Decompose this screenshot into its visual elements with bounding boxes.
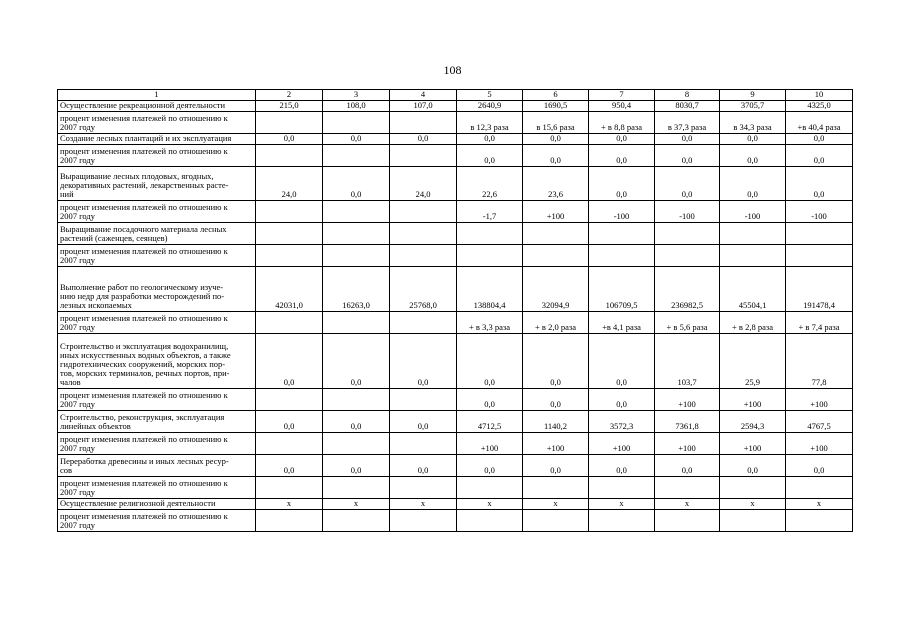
table-cell: 4325,0: [786, 101, 853, 112]
table-cell: 42031,0: [256, 267, 323, 312]
table-cell: 236982,5: [655, 267, 720, 312]
table-cell: 0,0: [457, 455, 523, 477]
table-cell: [323, 245, 390, 267]
table-cell: [457, 223, 523, 245]
table-cell: х: [589, 499, 655, 510]
table-row: [58, 433, 853, 455]
column-header: 5: [457, 90, 523, 101]
row-label: Выполнение работ по геологическому изуче- нию недр для разработки месторождений по- лезных ископаемых: [58, 267, 256, 312]
table-cell: +100: [523, 201, 589, 223]
table-cell: [786, 477, 853, 499]
table-cell: [390, 433, 457, 455]
table-cell: [323, 145, 390, 167]
table-cell: 16263,0: [323, 267, 390, 312]
table-cell: 8030,7: [655, 101, 720, 112]
table-row: [58, 112, 853, 134]
table-cell: 7361,8: [655, 411, 720, 433]
table-row: [58, 411, 853, 433]
table-cell: + в 8,8 раза: [589, 112, 655, 134]
table-cell: [589, 245, 655, 267]
table-cell: -1,7: [457, 201, 523, 223]
table-cell: [256, 477, 323, 499]
table-cell: + в 3,3 раза: [457, 312, 523, 334]
table-cell: +100: [589, 433, 655, 455]
table-cell: [720, 510, 786, 532]
table-cell: 103,7: [655, 334, 720, 389]
table-cell: х: [323, 499, 390, 510]
table-cell: 0,0: [786, 134, 853, 145]
table-cell: 0,0: [256, 455, 323, 477]
table-cell: +100: [523, 433, 589, 455]
table-row: [58, 334, 853, 389]
table-cell: 23,6: [523, 167, 589, 201]
table-cell: 106709,5: [589, 267, 655, 312]
table-cell: 0,0: [589, 455, 655, 477]
table-cell: 0,0: [323, 334, 390, 389]
table-cell: 0,0: [786, 455, 853, 477]
table-cell: [457, 510, 523, 532]
table-cell: 0,0: [720, 167, 786, 201]
table-cell: [720, 223, 786, 245]
table-cell: 1140,2: [523, 411, 589, 433]
table-row: [58, 499, 853, 510]
table-cell: 0,0: [786, 145, 853, 167]
row-label: Строительство, реконструкция, эксплуатация линейных объектов: [58, 411, 256, 433]
table-cell: 0,0: [323, 455, 390, 477]
table-cell: +100: [786, 389, 853, 411]
table-row: [58, 267, 853, 312]
table-cell: [256, 389, 323, 411]
row-label: Переработка древесины и иных лесных ресур- сов: [58, 455, 256, 477]
column-header: 9: [720, 90, 786, 101]
table-cell: [390, 389, 457, 411]
table-cell: 2640,9: [457, 101, 523, 112]
table-cell: [390, 312, 457, 334]
table-cell: [786, 223, 853, 245]
row-label: процент изменения платежей по отношению к 2007 году: [58, 245, 256, 267]
table-cell: [323, 510, 390, 532]
table-cell: 0,0: [390, 455, 457, 477]
table-cell: [256, 433, 323, 455]
table-row: [58, 510, 853, 532]
table-cell: +100: [720, 433, 786, 455]
table-cell: х: [655, 499, 720, 510]
table-cell: 0,0: [457, 334, 523, 389]
table-cell: [256, 223, 323, 245]
column-header: 2: [256, 90, 323, 101]
table-cell: 4767,5: [786, 411, 853, 433]
table-cell: [256, 112, 323, 134]
table-cell: 0,0: [390, 334, 457, 389]
table-cell: [390, 477, 457, 499]
table-cell: + в 7,4 раза: [786, 312, 853, 334]
row-label: Создание лесных плантаций и их эксплуатация: [58, 134, 256, 145]
table-cell: 0,0: [457, 145, 523, 167]
table-cell: [256, 145, 323, 167]
table-cell: 22,6: [457, 167, 523, 201]
table-cell: [256, 245, 323, 267]
table-cell: 0,0: [256, 134, 323, 145]
table-cell: +100: [786, 433, 853, 455]
table-cell: [523, 477, 589, 499]
column-header: 10: [786, 90, 853, 101]
row-label: процент изменения платежей по отношению к 2007 году: [58, 201, 256, 223]
table-cell: [390, 223, 457, 245]
table-row: [58, 201, 853, 223]
table-cell: [323, 477, 390, 499]
table-cell: в 34,3 раза: [720, 112, 786, 134]
table-cell: 0,0: [323, 167, 390, 201]
table-cell: [589, 223, 655, 245]
table-cell: [390, 112, 457, 134]
table-body: [58, 90, 853, 532]
row-label: процент изменения платежей по отношению к 2007 году: [58, 433, 256, 455]
table-cell: 0,0: [786, 167, 853, 201]
table-cell: [589, 477, 655, 499]
table-cell: 0,0: [523, 134, 589, 145]
table-cell: 0,0: [323, 134, 390, 145]
table-cell: [786, 245, 853, 267]
table-row: [58, 477, 853, 499]
table-cell: [457, 245, 523, 267]
table-cell: [256, 201, 323, 223]
table-cell: [786, 510, 853, 532]
table-cell: 0,0: [655, 134, 720, 145]
table-cell: 0,0: [655, 145, 720, 167]
table-cell: +в 4,1 раза: [589, 312, 655, 334]
table-cell: 0,0: [523, 455, 589, 477]
row-label: процент изменения платежей по отношению к 2007 году: [58, 112, 256, 134]
table-cell: 0,0: [523, 389, 589, 411]
table-row: [58, 145, 853, 167]
table-cell: 108,0: [323, 101, 390, 112]
table-cell: [523, 510, 589, 532]
row-label: Выращивание лесных плодовых, ягодных, декоративных растений, лекарственных расте- ний: [58, 167, 256, 201]
table-cell: 0,0: [523, 145, 589, 167]
table-cell: +100: [457, 433, 523, 455]
table-cell: [655, 223, 720, 245]
table-cell: +100: [720, 389, 786, 411]
table-cell: [323, 389, 390, 411]
row-label: процент изменения платежей по отношению к 2007 году: [58, 510, 256, 532]
table-cell: 77,8: [786, 334, 853, 389]
table-row: [58, 101, 853, 112]
table-cell: 0,0: [589, 334, 655, 389]
column-header: 6: [523, 90, 589, 101]
table-cell: +в 40,4 раза: [786, 112, 853, 134]
table-cell: -100: [589, 201, 655, 223]
table-cell: -100: [720, 201, 786, 223]
row-label: Осуществление религиозной деятельности: [58, 499, 256, 510]
table-cell: [523, 245, 589, 267]
table-cell: 0,0: [256, 411, 323, 433]
table-cell: 25,9: [720, 334, 786, 389]
header-row: [58, 90, 853, 101]
table-cell: х: [523, 499, 589, 510]
column-header: 4: [390, 90, 457, 101]
table-cell: 107,0: [390, 101, 457, 112]
table-cell: 191478,4: [786, 267, 853, 312]
table-cell: 0,0: [256, 334, 323, 389]
table-cell: 0,0: [720, 455, 786, 477]
table-row: [58, 389, 853, 411]
table-cell: 0,0: [720, 145, 786, 167]
table-cell: 32094,9: [523, 267, 589, 312]
row-label: Осуществление рекреационной деятельности: [58, 101, 256, 112]
row-label: процент изменения платежей по отношению к 2007 году: [58, 389, 256, 411]
table-cell: -100: [655, 201, 720, 223]
table-cell: 3572,3: [589, 411, 655, 433]
table-cell: 0,0: [589, 167, 655, 201]
table-row: [58, 245, 853, 267]
table-cell: [256, 510, 323, 532]
table-cell: х: [457, 499, 523, 510]
table-cell: [390, 245, 457, 267]
table-cell: х: [720, 499, 786, 510]
table-cell: в 12,3 раза: [457, 112, 523, 134]
table-cell: [323, 433, 390, 455]
row-label: процент изменения платежей по отношению к 2007 году: [58, 145, 256, 167]
table-cell: 0,0: [457, 134, 523, 145]
table-cell: х: [256, 499, 323, 510]
column-header: 1: [58, 90, 256, 101]
table-cell: [589, 510, 655, 532]
table-cell: 0,0: [457, 389, 523, 411]
table-cell: [720, 477, 786, 499]
table-cell: 1690,5: [523, 101, 589, 112]
table-cell: [457, 477, 523, 499]
table-row: [58, 167, 853, 201]
row-label: Выращивание посадочного материала лесных растений (саженцев, сеянцев): [58, 223, 256, 245]
table-cell: 0,0: [589, 134, 655, 145]
table-row: [58, 134, 853, 145]
column-header: 3: [323, 90, 390, 101]
table-row: [58, 455, 853, 477]
table-cell: 0,0: [655, 455, 720, 477]
table-cell: 2594,3: [720, 411, 786, 433]
column-header: 7: [589, 90, 655, 101]
row-label: Строительство и эксплуатация водохранилищ, иных искусственных водных объектов, а также гидротехнических сооружений, морских пор- тов, морских терминалов, речных портов, при- чалов: [58, 334, 256, 389]
table-cell: [323, 201, 390, 223]
table-cell: 0,0: [323, 411, 390, 433]
table-cell: 25768,0: [390, 267, 457, 312]
table-cell: [390, 510, 457, 532]
table-cell: [256, 312, 323, 334]
table-cell: [323, 312, 390, 334]
table-cell: 0,0: [589, 145, 655, 167]
table-row: [58, 312, 853, 334]
table-row: [58, 223, 853, 245]
table-cell: [390, 201, 457, 223]
table-cell: [655, 245, 720, 267]
column-header: 8: [655, 90, 720, 101]
table-cell: 0,0: [390, 411, 457, 433]
table-cell: 24,0: [256, 167, 323, 201]
table-cell: [655, 477, 720, 499]
table-cell: 3705,7: [720, 101, 786, 112]
table-cell: х: [786, 499, 853, 510]
table-cell: [323, 112, 390, 134]
table-cell: в 37,3 раза: [655, 112, 720, 134]
table-cell: в 15,6 раза: [523, 112, 589, 134]
page-number: 108: [443, 63, 462, 77]
table-cell: х: [390, 499, 457, 510]
table-cell: 138804,4: [457, 267, 523, 312]
table-cell: + в 2,0 раза: [523, 312, 589, 334]
table-cell: 0,0: [655, 167, 720, 201]
table-cell: [720, 245, 786, 267]
table-cell: + в 2,8 раза: [720, 312, 786, 334]
table-cell: 0,0: [720, 134, 786, 145]
table-cell: 24,0: [390, 167, 457, 201]
table-cell: [523, 223, 589, 245]
table-cell: +100: [655, 433, 720, 455]
table-cell: +100: [655, 389, 720, 411]
table-cell: [323, 223, 390, 245]
table-cell: 215,0: [256, 101, 323, 112]
payments-table: [57, 89, 853, 532]
table-cell: 950,4: [589, 101, 655, 112]
table-cell: 4712,5: [457, 411, 523, 433]
table-cell: + в 5,6 раза: [655, 312, 720, 334]
table-cell: 0,0: [589, 389, 655, 411]
table-cell: 0,0: [390, 134, 457, 145]
table-cell: [655, 510, 720, 532]
table-cell: [390, 145, 457, 167]
table-cell: -100: [786, 201, 853, 223]
row-label: процент изменения платежей по отношению к 2007 году: [58, 477, 256, 499]
row-label: процент изменения платежей по отношению к 2007 году: [58, 312, 256, 334]
table-cell: 45504,1: [720, 267, 786, 312]
table-cell: 0,0: [523, 334, 589, 389]
